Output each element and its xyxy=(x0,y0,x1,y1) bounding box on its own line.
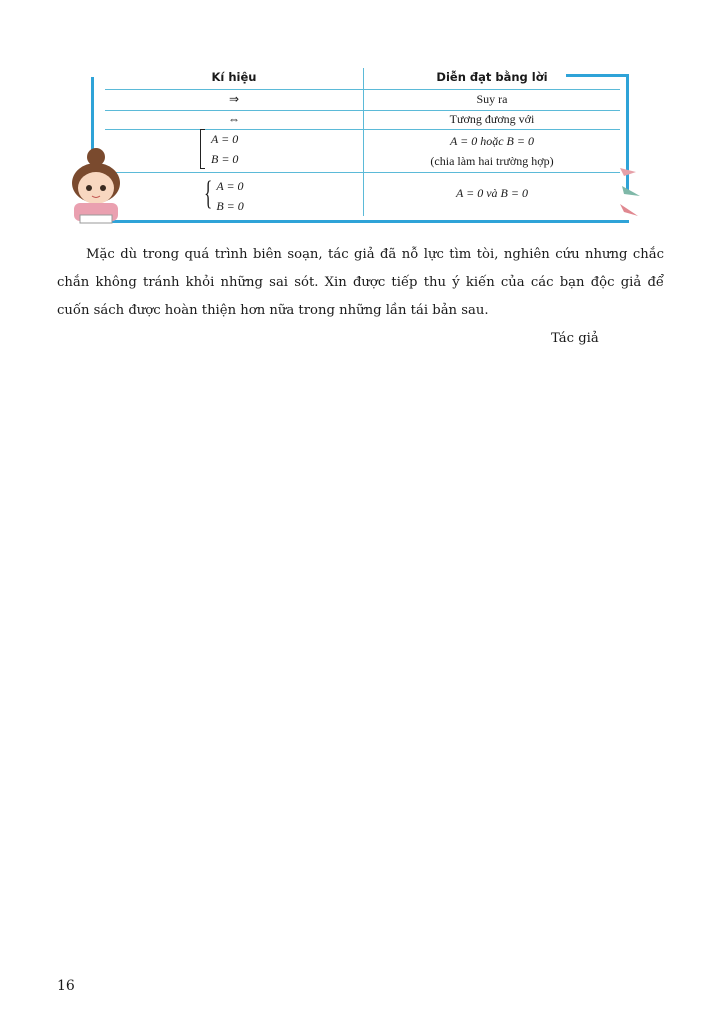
meaning-line: A = 0 hoặc B = 0 xyxy=(450,134,534,148)
row-rule xyxy=(105,89,620,90)
row-rule xyxy=(105,172,620,173)
page-number: 16 xyxy=(57,978,75,994)
symbol-implies: ⇒ xyxy=(228,92,240,106)
preface-paragraph: Mặc dù trong quá trình biên soạn, tác giả đã nỗ lực tìm tòi, nghiên cứu nhưng chắc chắn không tránh khỏi những sai sót. Xin được tiếp thu ý kiến của các bạn độc giả để cuốn sách được hoàn thiện hơn nữa trong những lần tái bản sau. xyxy=(57,247,664,318)
meaning-implies: Suy ra xyxy=(476,92,508,106)
symbol-equivalent: ⇔ xyxy=(228,112,240,126)
curly-brace: { xyxy=(204,175,213,212)
symbol-and-system xyxy=(200,176,280,216)
equation-line: A = 0 xyxy=(211,132,239,146)
meaning-line: (chia làm hai trường hợp) xyxy=(430,154,554,168)
header-symbol: Kí hiệu xyxy=(211,70,257,84)
row-rule xyxy=(105,110,620,111)
symbol-or-system xyxy=(200,129,280,169)
equation-line: A = 0 xyxy=(216,179,244,193)
paper-planes-decoration xyxy=(618,162,648,222)
frame-bottom-border xyxy=(91,220,629,223)
meaning-or xyxy=(364,131,620,171)
meaning-and: A = 0 và B = 0 xyxy=(456,186,528,200)
equation-line: B = 0 xyxy=(216,199,244,213)
meaning-equivalent: Tương đương với xyxy=(449,112,535,126)
author-signature: Tác giả xyxy=(551,331,599,346)
row-rule xyxy=(105,129,620,130)
header-meaning: Diễn đạt bằng lời xyxy=(436,70,548,84)
girl-illustration xyxy=(66,143,124,225)
equation-line: B = 0 xyxy=(211,152,239,166)
